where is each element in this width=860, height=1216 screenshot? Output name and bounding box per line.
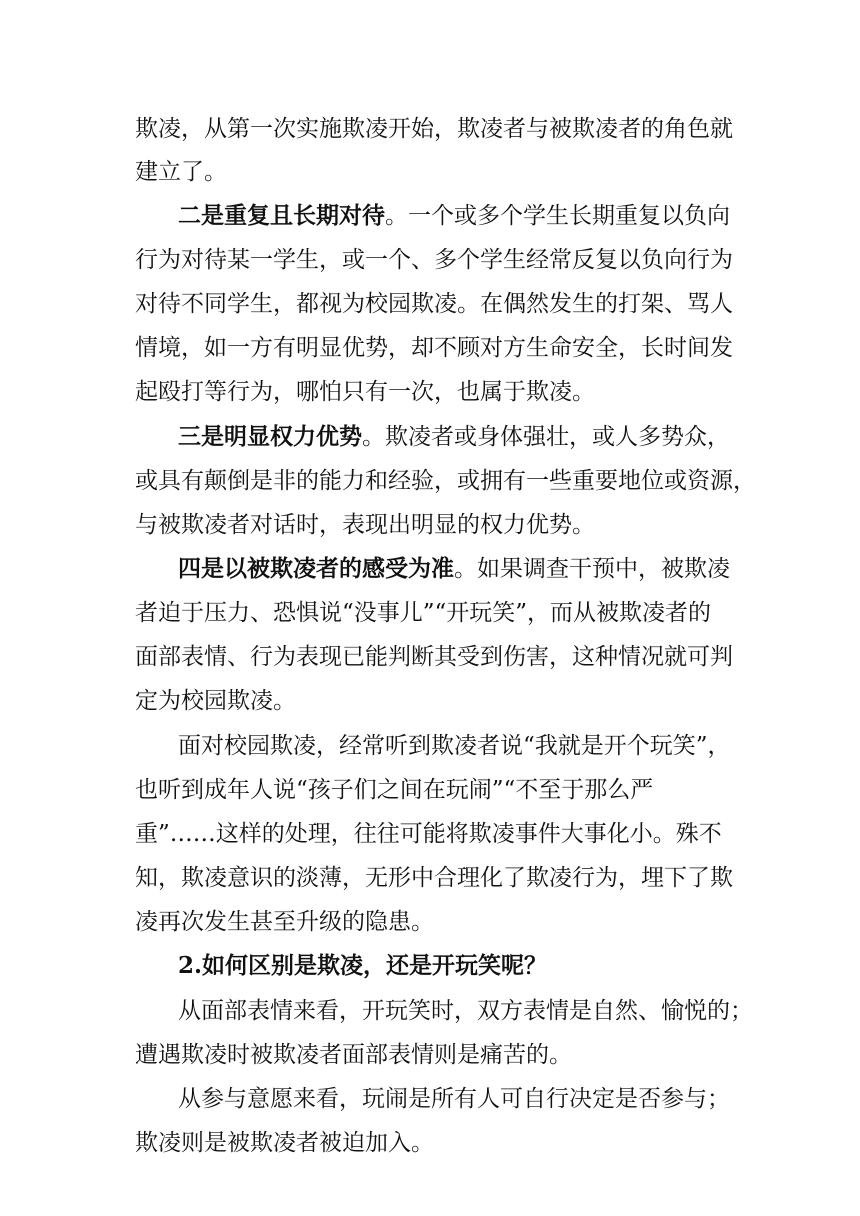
paragraph-heading-line: 三是明显权力优势。欺凌者或身体强壮，或人多势众，	[178, 423, 730, 450]
bold-lead: 四是以被欺凌者的感受为准	[178, 555, 454, 582]
bold-lead: 2.如何区别是欺凌，还是开玩笑呢？	[178, 952, 548, 979]
text-line: 者迫于压力、恐惧说“没事儿”“开玩笑”，而从被欺凌者的	[135, 600, 712, 626]
text-line: 定为校园欺凌。	[135, 688, 296, 714]
text-line: 欺凌则是被欺凌者被迫加入。	[135, 1130, 434, 1156]
text-line: 也听到成年人说“孩子们之间在玩闹”“不至于那么严	[135, 777, 654, 803]
text-line: 与被欺凌者对话时，表现出明显的权力优势。	[135, 512, 595, 538]
text-line: 面部表情、行为表现已能判断其受到伤害，这种情况就可判	[135, 644, 733, 670]
text-line: 从面部表情来看，开玩笑时，双方表情是自然、愉悦的；	[178, 998, 753, 1024]
bold-lead: 三是明显权力优势	[178, 423, 362, 450]
text-line: 起殴打等行为，哪怕只有一次，也属于欺凌。	[135, 379, 595, 405]
text-line: 知，欺凌意识的淡薄，无形中合理化了欺凌行为，埋下了欺	[135, 865, 733, 891]
text-line: 从参与意愿来看，玩闹是所有人可自行决定是否参与；	[178, 1086, 730, 1112]
paragraph-heading-line: 二是重复且长期对待。一个或多个学生长期重复以负向	[178, 202, 730, 229]
bold-lead: 二是重复且长期对待	[178, 202, 385, 229]
text-line: 情境，如一方有明显优势，却不顾对方生命安全，长时间发	[135, 335, 733, 361]
text-line: 行为对待某一学生，或一个、多个学生经常反复以负向行为	[135, 247, 733, 273]
paragraph-heading-line: 四是以被欺凌者的感受为准。如果调查干预中，被欺凌	[178, 555, 730, 582]
text-line: 重”……这样的处理，往往可能将欺凌事件大事化小。殊不	[135, 821, 722, 847]
text-line: 欺凌，从第一次实施欺凌开始，欺凌者与被欺凌者的角色就	[135, 116, 733, 142]
text-line: 遭遇欺凌时被欺凌者面部表情则是痛苦的。	[135, 1042, 572, 1068]
text-line: 对待不同学生，都视为校园欺凌。在偶然发生的打架、骂人	[135, 291, 733, 317]
text-line: 凌再次发生甚至升级的隐患。	[135, 909, 434, 935]
text-line: 或具有颠倒是非的能力和经验，或拥有一些重要地位或资源，	[135, 468, 756, 494]
text-line: 建立了。	[135, 159, 227, 185]
section-heading	[178, 946, 778, 986]
text-line: 面对校园欺凌，经常听到欺凌者说“我就是开个玩笑”，	[178, 733, 731, 759]
